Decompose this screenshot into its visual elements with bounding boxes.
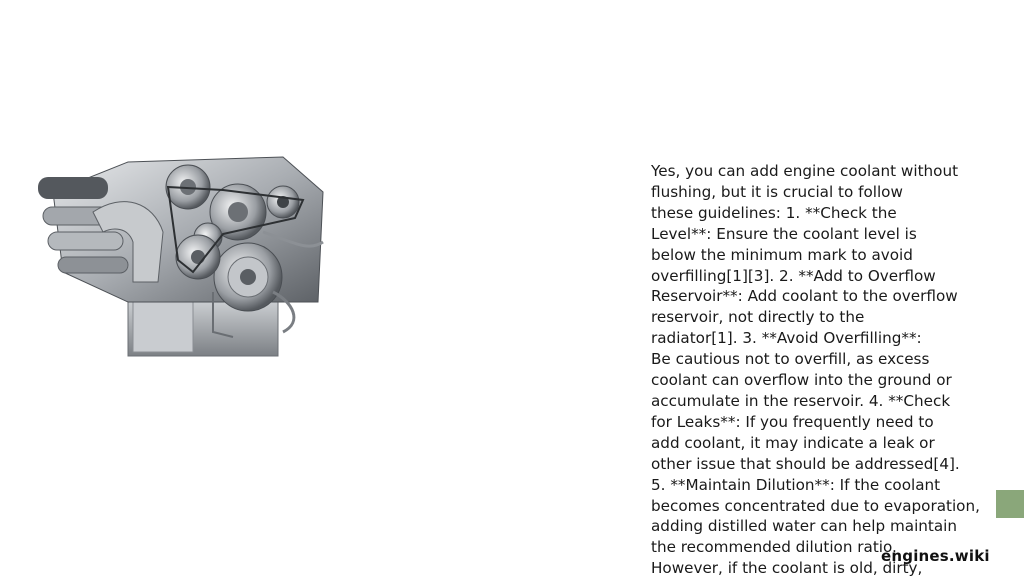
article-line: Yes, you can add engine coolant without — [651, 162, 959, 180]
article-line: However, if the coolant is old, dirty, — [651, 559, 923, 578]
article-line: becomes concentrated due to evaporation, — [651, 496, 980, 515]
article-line: the recommended dilution ratio. — [651, 538, 897, 557]
article-line: Level**: Ensure the coolant level is — [651, 224, 917, 243]
article-line: add coolant, it may indicate a leak or — [651, 433, 935, 452]
article-line: below the minimum mark to avoid — [651, 245, 913, 264]
article-line: coolant can overflow into the ground or — [651, 371, 952, 390]
article-line: flushing, but it is crucial to follow — [651, 182, 903, 201]
article-line: other issue that should be addressed[4]. — [651, 454, 960, 473]
article-line: these guidelines: 1. **Check the — [651, 203, 897, 222]
accent-block — [996, 490, 1024, 518]
brand-watermark: engines.wiki — [881, 547, 990, 565]
article-line: 5. **Maintain Dilution**: If the coolant — [651, 475, 941, 494]
engine-image — [33, 152, 337, 357]
article-line: for Leaks**: If you frequently need to — [651, 412, 934, 431]
article-line: adding distilled water can help maintain — [651, 517, 958, 536]
article-line: radiator[1]. 3. **Avoid Overfilling**: — [651, 329, 922, 348]
article-line: accumulate in the reservoir. 4. **Check — [651, 391, 951, 410]
article-text — [651, 161, 996, 579]
article-line: Be cautious not to overfill, as excess — [651, 350, 930, 369]
article-line: Reservoir**: Add coolant to the overflow — [651, 287, 958, 306]
article-line: overfilling[1][3]. 2. **Add to Overflow — [651, 266, 936, 285]
article-line: reservoir, not directly to the — [651, 308, 865, 327]
